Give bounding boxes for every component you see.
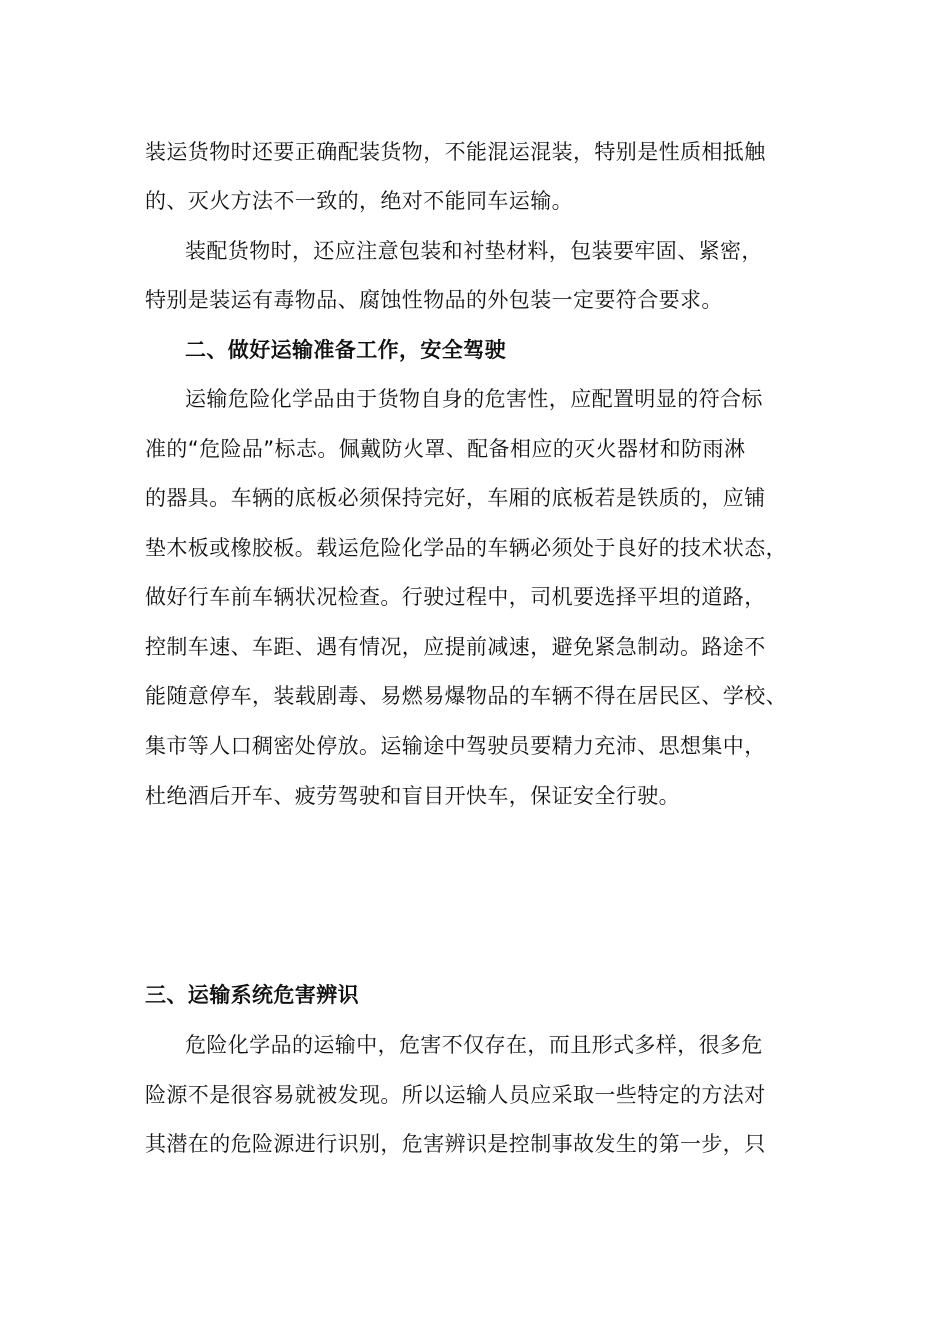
paragraph-line: 险源不是很容易就被发现。所以运输人员应采取一些特定的方法对 xyxy=(145,1083,766,1107)
paragraph-line: 垫木板或橡胶板。载运危险化学品的车辆必须处于良好的技术状态， xyxy=(145,536,787,560)
section-heading: 二、做好运输准备工作，安全驾驶 xyxy=(185,338,506,362)
paragraph-line: 控制车速、车距、遇有情况，应提前减速，避免紧急制动。路途不 xyxy=(145,635,766,659)
paragraph-line: 能随意停车，装载剧毒、易燃易爆物品的车辆不得在居民区、学校、 xyxy=(145,684,787,708)
paragraph-line: 特别是装运有毒物品、腐蚀性物品的外包装一定要符合要求。 xyxy=(145,288,723,312)
paragraph-line: 危险化学品的运输中，危害不仅存在，而且形式多样，很多危 xyxy=(185,1033,763,1057)
paragraph-line: 做好行车前车辆状况检查。行驶过程中，司机要选择平坦的道路， xyxy=(145,585,766,609)
paragraph-line: 杜绝酒后开车、疲劳驾驶和盲目开快车，保证安全行驶。 xyxy=(145,784,680,808)
section-heading: 三、运输系统危害辨识 xyxy=(145,983,359,1007)
paragraph-line: 装配货物时，还应注意包装和衬垫材料，包装要牢固、紧密， xyxy=(185,239,763,263)
paragraph-line: 的、灭火方法不一致的，绝对不能同车运输。 xyxy=(145,189,573,213)
paragraph-line: 准的“危险品”标志。佩戴防火罩、配备相应的灭火器材和防雨淋 xyxy=(145,437,746,461)
paragraph-line: 集市等人口稠密处停放。运输途中驾驶员要精力充沛、思想集中， xyxy=(145,734,766,758)
paragraph-line: 装运货物时还要正确配装货物，不能混运混装，特别是性质相抵触 xyxy=(145,140,766,164)
paragraph-line: 其潜在的危险源进行识别，危害辨识是控制事故发生的第一步，只 xyxy=(145,1132,766,1156)
paragraph-line: 的器具。车辆的底板必须保持完好，车厢的底板若是铁质的，应铺 xyxy=(145,486,766,510)
paragraph-line: 运输危险化学品由于货物自身的危害性，应配置明显的符合标 xyxy=(185,387,763,411)
